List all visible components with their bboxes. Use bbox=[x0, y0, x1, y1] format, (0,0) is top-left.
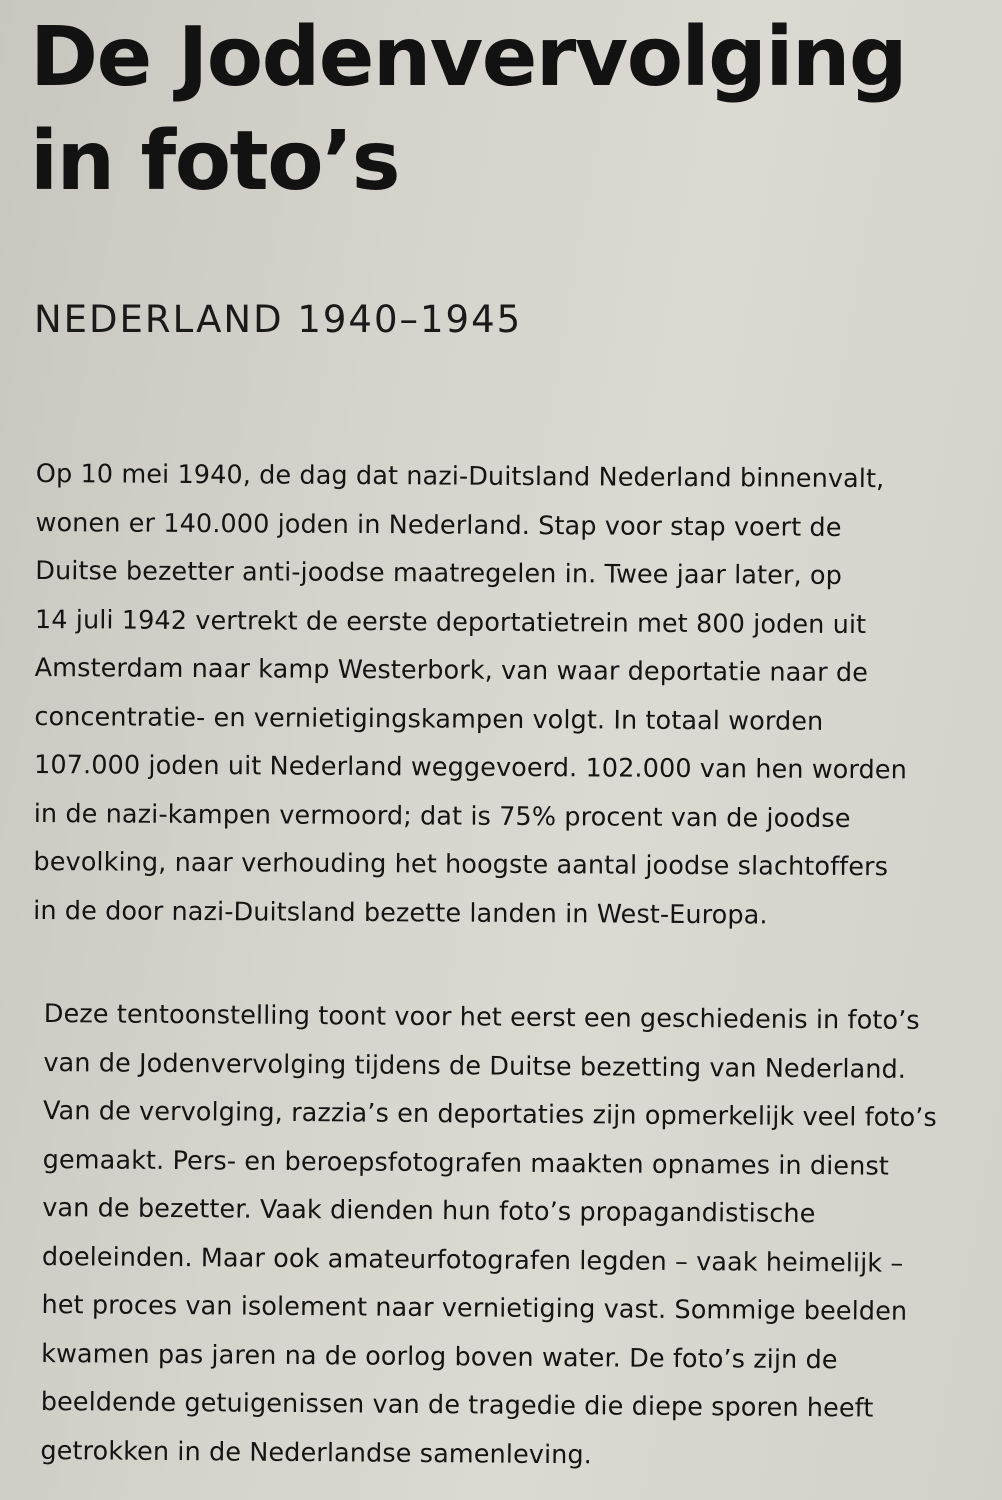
page-title bbox=[30, 6, 990, 214]
paragraph-line: het proces van isolement naar vernietiging vast. Sommige beelden bbox=[41, 1289, 908, 1327]
subtitle: NEDERLAND 1940–1945 bbox=[34, 298, 523, 341]
paragraph-line: Deze tentoonstelling toont voor het eerst een geschiedenis in foto’s bbox=[43, 998, 920, 1036]
title-line-2: in foto’s bbox=[30, 114, 400, 209]
paragraph-line: Amsterdam naar kamp Westerbork, van waar deportatie naar de bbox=[34, 652, 869, 689]
paragraph-line: bevolking, naar verhouding het hoogste aantal joodse slachtoffers bbox=[33, 846, 889, 883]
paragraph-line: getrokken in de Nederlandse samenleving. bbox=[40, 1435, 593, 1470]
paragraph-line: concentratie- en vernietigingskampen volgt. In totaal worden bbox=[34, 701, 824, 737]
paragraph-line: wonen er 140.000 joden in Nederland. Stap voor stap voert de bbox=[35, 507, 842, 543]
paragraph-line: 107.000 joden uit Nederland weggevoerd. 102.000 van hen worden bbox=[33, 749, 907, 786]
paragraph-line: 14 juli 1942 vertrekt de eerste deportatietrein met 800 joden uit bbox=[34, 604, 867, 640]
paragraph-line: doeleinden. Maar ook amateurfotografen legden – vaak heimelijk – bbox=[41, 1241, 904, 1279]
paragraph-line: gemaakt. Pers- en beroepsfotografen maakten opnames in dienst bbox=[42, 1144, 890, 1182]
paragraph-line: van de Jodenvervolging tijdens de Duitse bezetting van Nederland. bbox=[43, 1047, 907, 1085]
paragraph-line: beeldende getuigenissen van de tragedie die diepe sporen heeft bbox=[40, 1386, 874, 1424]
paragraph-line: Op 10 mei 1940, de dag dat nazi-Duitsland Nederland binnenvalt, bbox=[35, 458, 885, 495]
paragraph-line: in de nazi-kampen vermoord; dat is 75% procent van de joodse bbox=[33, 798, 851, 834]
paragraph-line: kwamen pas jaren na de oorlog boven water. De foto’s zijn de bbox=[41, 1338, 838, 1375]
title-line-1: De Jodenvervolging bbox=[30, 10, 907, 105]
exhibition-paragraph bbox=[40, 990, 994, 1482]
paragraph-line: in de door nazi-Duitsland bezette landen in West-Europa. bbox=[33, 895, 768, 930]
paragraph-line: Van de vervolging, razzia’s en deportaties zijn opmerkelijk veel foto’s bbox=[42, 1095, 937, 1134]
paragraph-line: Duitse bezetter anti-joodse maatregelen in. Twee jaar later, op bbox=[35, 555, 843, 591]
intro-paragraph bbox=[33, 450, 986, 941]
paragraph-line: van de bezetter. Vaak dienden hun foto’s propagandistische bbox=[42, 1192, 816, 1230]
